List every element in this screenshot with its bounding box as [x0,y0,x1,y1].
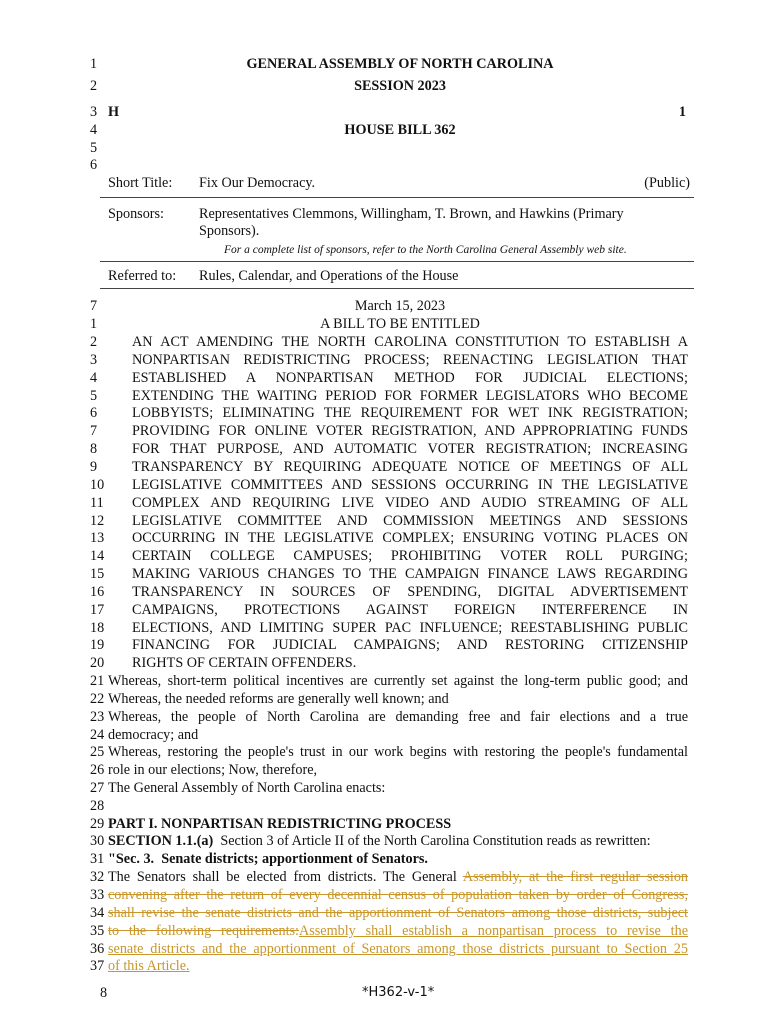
inserted-text: Assembly shall establish a nonpartisan process to revise the [299,923,688,939]
act-title-line: LEGISLATIVE COMMITTEE AND COMMISSION MEETINGS AND SESSIONS [132,513,688,529]
act-title-line: COMPLEX AND REQUIRING LIVE VIDEO AND AUDIO STREAMING OF ALL [132,495,688,511]
amended-text [108,869,688,886]
part-heading: PART I. NONPARTISAN REDISTRICTING PROCESS [108,816,452,832]
line-number: 33 [90,887,105,903]
whereas-clause: Whereas, the people of North Carolina are demanding free and fair elections and a true [108,709,688,725]
act-title-line: TRANSPARENCY IN SOURCES OF SPENDING, DIGITAL ADVERTISEMENT [132,584,688,600]
page-indicator: 1 [678,104,686,120]
bill-number: HOUSE BILL 362 [344,122,456,138]
line-number: 7 [90,298,98,314]
line-number: 1 [90,316,98,332]
line-number: 16 [90,584,105,600]
whereas-clause: role in our elections; Now, therefore, [108,762,318,778]
line-number: 6 [90,157,98,173]
inserted-text: senate districts and the apportionment of Senators among those districts pursuant to Section 25 [108,941,688,957]
line-number: 34 [90,905,105,921]
chamber-indicator: H [108,104,120,120]
act-title-line: ESTABLISHED A NONPARTISAN METHOD FOR JUDICIAL ELECTIONS; [132,370,688,386]
deleted-text: to the following requirements: [108,923,299,939]
line-number: 35 [90,923,105,939]
line-number: 5 [90,140,98,156]
line-number: 36 [90,941,105,957]
line-number: 8 [90,441,98,457]
filed-date: March 15, 2023 [354,298,446,314]
line-number: 1 [90,56,98,72]
line-number: 18 [90,620,105,636]
line-number: 11 [90,495,104,511]
current-text: The Senators shall be elected from districts. The General [108,869,463,885]
line-number: 6 [90,405,98,421]
assembly-title: GENERAL ASSEMBLY OF NORTH CAROLINA [246,56,554,72]
deleted-text: Assembly, at the first regular session [462,869,689,885]
whereas-clause: Whereas, restoring the people's trust in our work begins with restoring the people's fundamental [108,744,688,760]
act-title-line: CAMPAIGNS, PROTECTIONS AGAINST FOREIGN INTERFERENCE IN [132,602,688,618]
amended-text [108,923,688,940]
act-title-line: CERTAIN COLLEGE CAMPUSES; PROHIBITING VOTER ROLL PURGING; [132,548,688,564]
session-title: SESSION 2023 [354,78,446,94]
line-number: 4 [90,370,98,386]
whereas-clause: Whereas, the needed reforms are generally well known; and [108,691,449,707]
deleted-text: shall revise the senate districts and the apportionment of Senators among those districts, subject [108,905,688,921]
line-number: 3 [90,352,98,368]
line-number: 9 [90,459,98,475]
line-number: 29 [90,816,105,832]
line-number: 19 [90,637,105,653]
line-number: 14 [90,548,105,564]
line-number: 3 [90,104,98,120]
bill-type: (Public) [644,175,690,191]
line-number: 10 [90,477,105,493]
line-number: 25 [90,744,105,760]
divider [100,197,694,198]
line-number: 7 [90,423,98,439]
act-title-line: LOBBYISTS; ELIMINATING THE REQUIREMENT FOR WET INK REGISTRATION; [132,405,688,421]
act-title-line: RIGHTS OF CERTAIN OFFENDERS. [132,655,357,671]
act-title-line: MAKING VARIOUS CHANGES TO THE CAMPAIGN FINANCE LAWS REGARDING [132,566,688,582]
act-title-line: LEGISLATIVE COMMITTEES AND SESSIONS OCCURRING IN THE LEGISLATIVE [132,477,688,493]
deleted-text: convening after the return of every decennial census of population taken by order of Congress, [108,887,688,903]
inserted-text: of this Article. [108,958,190,974]
act-title-line: PROVIDING FOR ONLINE VOTER REGISTRATION, AND APPROPRIATING FUNDS [132,423,688,439]
line-number: 21 [90,673,105,689]
line-number: 5 [90,388,98,404]
line-number: 37 [90,958,105,974]
line-number: 26 [90,762,105,778]
line-number: 31 [90,851,105,867]
divider [100,261,694,262]
sponsors-line: Representatives Clemmons, Willingham, T. Brown, and Hawkins (Primary [199,206,624,222]
act-title-line: AN ACT AMENDING THE NORTH CAROLINA CONSTITUTION TO ESTABLISH A [132,334,688,350]
line-number: 32 [90,869,105,885]
line-number: 13 [90,530,105,546]
act-title-line: EXTENDING THE WAITING PERIOD FOR FORMER LEGISLATORS WHO BECOME [132,388,688,404]
section-text: Section 3 of Article II of the North Carolina Constitution reads as rewritten: [213,833,651,849]
sponsors-line: Sponsors). [199,223,260,239]
enacting-clause: The General Assembly of North Carolina enacts: [108,780,386,796]
page-number: 8 [100,985,108,1001]
document-id: *H362-v-1* [362,985,435,1000]
referred-label: Referred to: [108,268,177,284]
sponsors-note: For a complete list of sponsors, refer to the North Carolina General Assembly web site. [224,244,627,256]
line-number: 27 [90,780,105,796]
short-title: Fix Our Democracy. [199,175,316,191]
act-title-line: FINANCING FOR JUDICIAL CAMPAIGNS; AND RESTORING CITIZENSHIP [132,637,688,653]
line-number: 24 [90,727,105,743]
act-title-line: TRANSPARENCY BY REQUIRING ADEQUATE NOTICE OF MEETINGS OF ALL [132,459,688,475]
line-number: 20 [90,655,105,671]
line-number: 23 [90,709,105,725]
act-title-line: NONPARTISAN REDISTRICTING PROCESS; REENACTING LEGISLATION THAT [132,352,688,368]
line-number: 15 [90,566,105,582]
bill-heading: A BILL TO BE ENTITLED [320,316,480,332]
referred-committee: Rules, Calendar, and Operations of the House [199,268,459,284]
short-title-label: Short Title: [108,175,173,191]
line-number: 28 [90,798,105,814]
section-number: SECTION 1.1.(a) [108,833,214,849]
line-number: 22 [90,691,105,707]
line-number: 4 [90,122,98,138]
act-title-line: FOR THAT PURPOSE, AND AUTOMATIC VOTER REGISTRATION; INCREASING [132,441,688,457]
section-intro [108,833,688,850]
section-heading: "Sec. 3. Senate districts; apportionment of Senators. [108,851,428,867]
whereas-clause: democracy; and [108,727,199,743]
act-title-line: ELECTIONS, AND LIMITING SUPER PAC INFLUENCE; REESTABLISHING PUBLIC [132,620,688,636]
line-number: 12 [90,513,105,529]
line-number: 2 [90,334,98,350]
divider [100,288,694,289]
sponsors-label: Sponsors: [108,206,164,222]
act-title-line: OCCURRING IN THE LEGISLATIVE COMPLEX; ENSURING VOTING PLACES ON [132,530,688,546]
whereas-clause: Whereas, short-term political incentives are currently set against the long-term public good; and [108,673,688,689]
line-number: 2 [90,78,98,94]
line-number: 30 [90,833,105,849]
line-number: 17 [90,602,105,618]
